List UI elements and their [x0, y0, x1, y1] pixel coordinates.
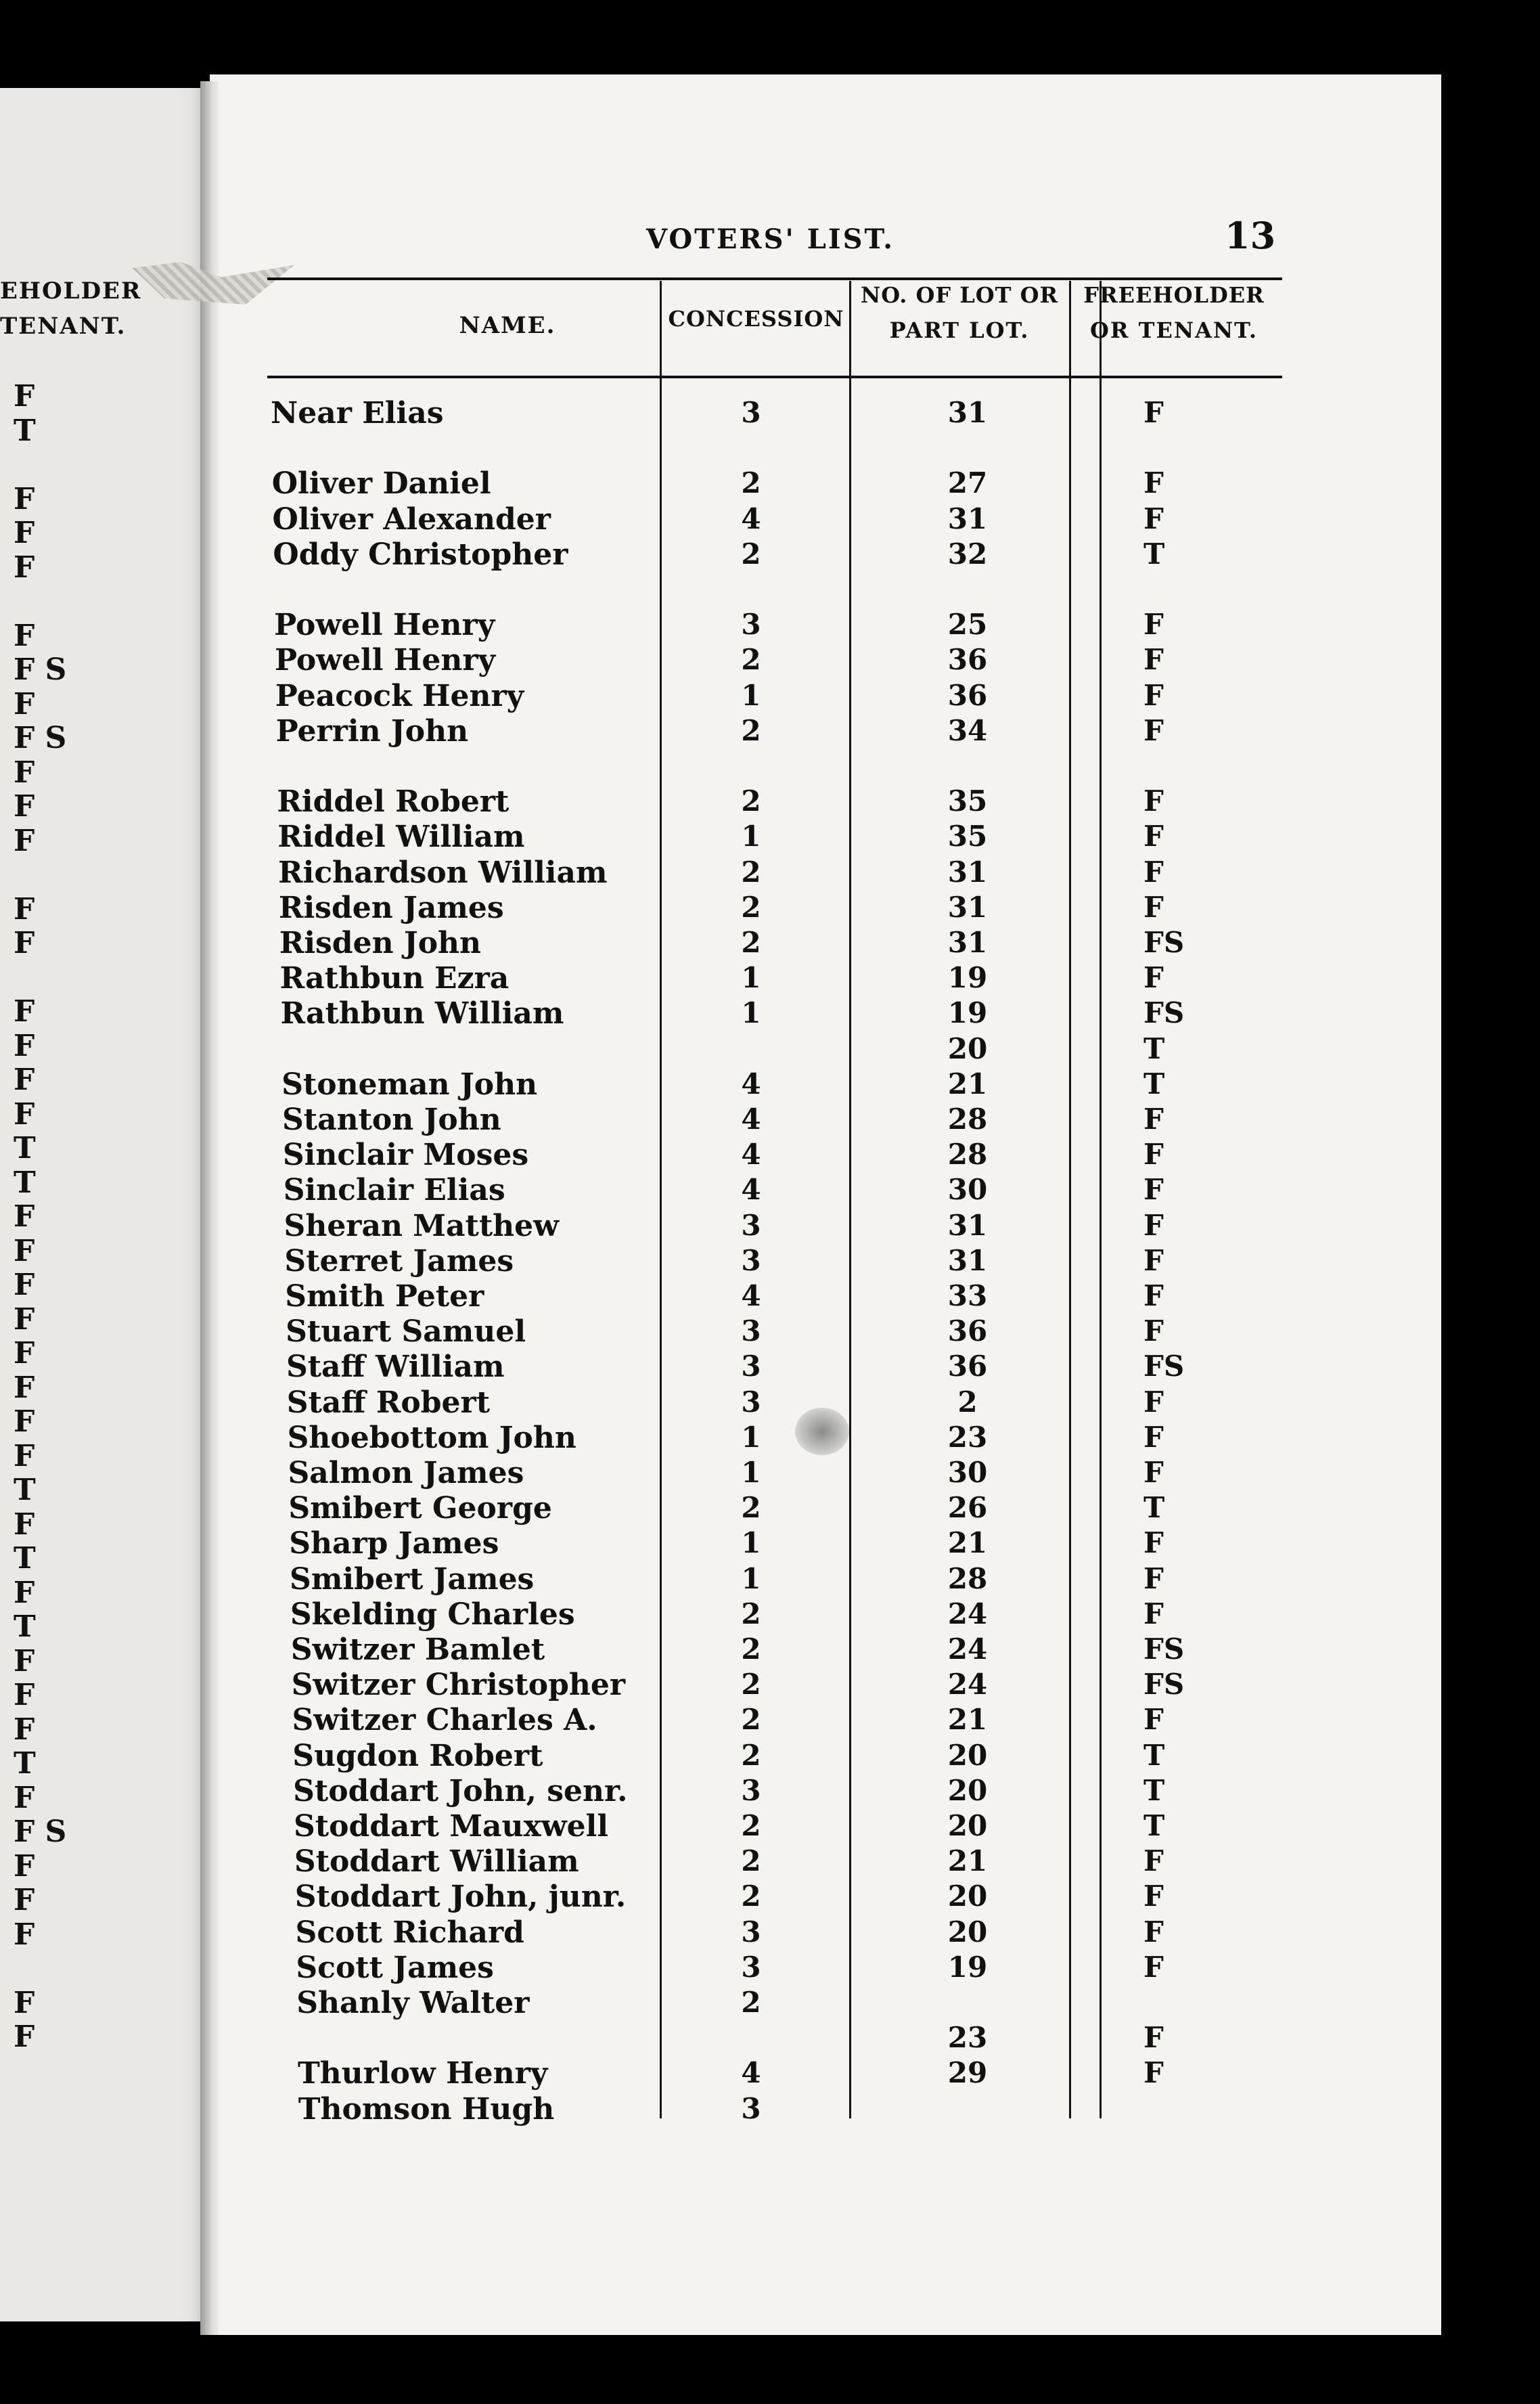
voter-row — [0, 1350, 1540, 1385]
lot-value: 28 — [947, 1561, 988, 1595]
lot-value: 33 — [947, 1279, 988, 1312]
concession-value: 3 — [741, 1350, 761, 1383]
voter-row — [0, 608, 1540, 643]
voter-row — [0, 961, 1540, 996]
left-page-ft-value: F — [14, 1780, 35, 1815]
concession-column-header: CONCESSION — [668, 306, 844, 332]
lot-value: 24 — [947, 1597, 988, 1630]
concession-value: 1 — [741, 1420, 761, 1454]
left-page-ft-value: F — [14, 891, 35, 927]
freeholder-tenant-value: F — [1143, 890, 1164, 924]
concession-value: 4 — [741, 1173, 761, 1207]
voter-name: Powell Henry — [274, 643, 496, 678]
concession-value: 2 — [741, 784, 761, 818]
concession-value: 1 — [741, 678, 761, 712]
voter-name: Staff William — [286, 1350, 505, 1385]
lot-value: 25 — [947, 608, 988, 642]
voter-name: Powell Henry — [274, 608, 495, 643]
freeholder-tenant-value: F — [1143, 1456, 1164, 1489]
left-page-header-line2: TENANT. — [0, 313, 127, 340]
freeholder-tenant-value: T — [1143, 1773, 1165, 1807]
freeholder-tenant-value: F — [1143, 1844, 1164, 1878]
concession-value: 3 — [741, 1243, 761, 1277]
freeholder-tenant-value: F — [1143, 1879, 1164, 1913]
voter-name: Peacock Henry — [275, 678, 524, 713]
left-page-ft-value: F — [14, 481, 35, 516]
concession-value: 1 — [741, 1561, 761, 1595]
voter-name: Smibert George — [288, 1491, 552, 1526]
voter-row — [0, 820, 1540, 855]
concession-value: 3 — [741, 2091, 761, 2125]
voter-name: Richardson William — [278, 855, 608, 890]
voter-row — [0, 1879, 1540, 1915]
voter-row — [0, 1067, 1540, 1103]
voter-row — [0, 1526, 1540, 1561]
voter-row — [0, 1703, 1540, 1738]
voter-name: Smith Peter — [285, 1279, 484, 1314]
left-page-ft-value: F — [14, 1268, 35, 1302]
left-page-ft-value: F — [14, 789, 35, 824]
freeholder-tenant-value: F — [1143, 855, 1164, 889]
concession-value: 3 — [741, 1773, 761, 1807]
lot-value: 2 — [957, 1385, 978, 1419]
lot-value: 36 — [947, 678, 988, 712]
voter-name: Rathbun William — [280, 996, 564, 1031]
voter-name: Stoddart John, junr. — [294, 1879, 627, 1915]
concession-value: 3 — [741, 1915, 761, 1949]
voter-row — [0, 1421, 1540, 1456]
voter-name: Stuart Samuel — [286, 1314, 526, 1350]
concession-value: 2 — [741, 855, 761, 889]
left-page-ft-value: T — [14, 1541, 36, 1576]
voter-name: Rathbun Ezra — [279, 961, 509, 996]
concession-value: 2 — [741, 466, 761, 500]
left-page-ft-value: F — [14, 1917, 35, 1952]
freeholder-tenant-value: T — [1143, 1809, 1165, 1842]
lot-value: 24 — [947, 1668, 988, 1701]
voter-name: Scott Richard — [295, 1915, 524, 1950]
lot-value: 34 — [947, 713, 988, 747]
lot-value: 21 — [947, 1844, 988, 1878]
left-page-ft-value: T — [14, 1165, 36, 1200]
voter-row — [0, 2056, 1540, 2091]
voter-name: Riddel William — [277, 820, 525, 855]
left-page-ft-value: F — [14, 1199, 35, 1234]
lot-value: 19 — [947, 1950, 988, 1984]
voter-name: Oddy Christopher — [273, 537, 568, 572]
lot-value: 20 — [947, 1773, 988, 1807]
lot-column-header-line1: NO. OF LOT OR — [860, 282, 1059, 308]
lot-value: 19 — [947, 996, 988, 1030]
left-page-ft-value: T — [14, 1131, 36, 1165]
freeholder-tenant-value: F — [1143, 608, 1164, 642]
concession-value: 2 — [741, 1703, 761, 1737]
voter-row — [0, 466, 1540, 502]
voter-name: Riddel Robert — [277, 784, 509, 820]
left-page-ft-value: F — [14, 686, 35, 721]
voter-row — [0, 1138, 1540, 1173]
voter-row — [0, 431, 1540, 466]
left-page-ft-value: F — [14, 1063, 35, 1097]
voter-name: Sinclair Elias — [283, 1173, 505, 1208]
voter-row — [0, 573, 1540, 608]
voter-name: Staff Robert — [286, 1385, 491, 1420]
concession-value: 3 — [741, 1950, 761, 1984]
freeholder-tenant-value: F — [1143, 502, 1164, 535]
freeholder-tenant-value: F — [1143, 713, 1164, 747]
left-page-ft-value: F S — [14, 652, 67, 687]
lot-value: 28 — [947, 1103, 988, 1136]
voter-name: Skelding Charles — [290, 1597, 575, 1632]
freeholder-tenant-value: F — [1143, 1597, 1164, 1630]
left-page-ft-value: F — [14, 516, 35, 550]
lot-value: 35 — [947, 784, 988, 818]
left-page-ft-value: F — [14, 926, 35, 960]
voter-row — [0, 784, 1540, 820]
voter-row — [0, 749, 1540, 784]
voter-name: Sheran Matthew — [284, 1208, 560, 1243]
left-page-ft-value: F — [14, 550, 35, 585]
voter-name: Shoebottom John — [287, 1420, 576, 1455]
left-page-ft-value: F — [14, 1678, 35, 1712]
voter-row — [0, 891, 1540, 926]
concession-value: 2 — [741, 1597, 761, 1630]
voter-name: Near Elias — [271, 396, 444, 430]
freeholder-tenant-value: T — [1143, 1738, 1165, 1772]
voter-name: Switzer Christopher — [291, 1668, 626, 1703]
freeholder-tenant-value: F — [1143, 396, 1164, 429]
voter-row — [0, 926, 1540, 961]
voter-name: Smibert James — [290, 1561, 535, 1597]
freeholder-tenant-value: F — [1143, 1703, 1164, 1737]
concession-value: 2 — [741, 1844, 761, 1878]
freeholder-tenant-value: F — [1143, 784, 1164, 818]
voter-row — [0, 2021, 1540, 2056]
concession-value: 2 — [741, 1986, 761, 2019]
freeholder-tenant-value: F — [1143, 1138, 1164, 1172]
voter-name: Oliver Daniel — [271, 466, 491, 502]
voter-name: Shanly Walter — [296, 1986, 530, 2020]
ft-column-header-line1: FREEHOLDER — [1083, 282, 1265, 308]
concession-value: 2 — [741, 537, 761, 571]
freeholder-tenant-value: F — [1143, 1103, 1164, 1136]
voter-row — [0, 855, 1540, 891]
freeholder-tenant-value: F — [1143, 1173, 1164, 1207]
freeholder-tenant-value: F — [1143, 1950, 1164, 1984]
left-page-ft-value: F — [14, 1336, 35, 1371]
lot-value: 20 — [947, 1809, 988, 1842]
concession-value: 4 — [741, 502, 761, 535]
voter-row — [0, 1739, 1540, 1774]
concession-value: 2 — [741, 1668, 761, 1701]
voter-name: Stoddart Mauxwell — [294, 1809, 609, 1844]
concession-value: 3 — [741, 1314, 761, 1348]
voter-name: Stanton John — [282, 1103, 501, 1137]
lot-value: 20 — [947, 1915, 988, 1949]
lot-value: 28 — [947, 1138, 988, 1172]
concession-value: 1 — [741, 1526, 761, 1560]
left-page-ft-value: F — [14, 1575, 35, 1610]
voter-name: Scott James — [296, 1950, 494, 1985]
voter-row — [0, 714, 1540, 749]
lot-value: 31 — [947, 890, 988, 924]
voter-row — [0, 1103, 1540, 1138]
voter-name: Perrin John — [275, 713, 469, 749]
freeholder-tenant-value: F — [1143, 1420, 1164, 1454]
left-page-ft-value: F — [14, 1712, 35, 1747]
page-number: 13 — [1225, 214, 1276, 257]
left-page-ft-value: F — [14, 1404, 35, 1439]
voter-name: Oliver Alexander — [272, 502, 551, 537]
voter-name: Stoddart William — [294, 1844, 579, 1879]
left-page-ft-value: T — [14, 1609, 36, 1644]
voter-row — [0, 1314, 1540, 1350]
voter-row — [0, 1915, 1540, 1951]
freeholder-tenant-value: F — [1143, 643, 1164, 677]
lot-value: 29 — [947, 2056, 988, 2090]
voter-row — [0, 1774, 1540, 1809]
freeholder-tenant-value: F — [1143, 2056, 1164, 2090]
voter-name: Switzer Bamlet — [290, 1632, 545, 1667]
concession-value: 4 — [741, 1279, 761, 1312]
concession-value: 2 — [741, 713, 761, 747]
voter-row — [0, 1456, 1540, 1491]
concession-value: 4 — [741, 1103, 761, 1136]
header-bottom-rule — [267, 376, 1282, 378]
lot-value: 31 — [947, 1243, 988, 1277]
voter-row — [0, 1385, 1540, 1421]
concession-value: 2 — [741, 1491, 761, 1525]
lot-value: 31 — [947, 926, 988, 959]
voter-name: Stoneman John — [281, 1067, 538, 1102]
voter-name: Switzer Charles A. — [292, 1703, 597, 1738]
concession-value: 3 — [741, 608, 761, 642]
lot-value: 30 — [947, 1173, 988, 1207]
freeholder-tenant-value: T — [1143, 1067, 1165, 1100]
left-page-ft-value: F — [14, 1096, 35, 1132]
left-page-ft-value: F — [14, 1848, 35, 1884]
voter-row — [0, 996, 1540, 1031]
voter-name: Sharp James — [289, 1526, 499, 1561]
voter-row — [0, 1562, 1540, 1597]
freeholder-tenant-value: FS — [1143, 996, 1185, 1030]
concession-value: 1 — [741, 996, 761, 1030]
freeholder-tenant-value: T — [1143, 537, 1165, 571]
freeholder-tenant-value: F — [1143, 961, 1164, 995]
concession-value: 4 — [741, 1138, 761, 1172]
lot-value: 26 — [947, 1491, 988, 1525]
voter-row — [0, 1668, 1540, 1703]
concession-value: 2 — [741, 1809, 761, 1842]
concession-value: 4 — [741, 1067, 761, 1100]
voter-row — [0, 1951, 1540, 1986]
freeholder-tenant-value: F — [1143, 1279, 1164, 1312]
voter-name: Sterret James — [284, 1243, 514, 1278]
freeholder-tenant-value: F — [1143, 466, 1164, 500]
voter-row — [0, 643, 1540, 678]
concession-value: 2 — [741, 1632, 761, 1666]
lot-value: 20 — [947, 1031, 988, 1065]
lot-value: 35 — [947, 820, 988, 853]
left-page-ft-value: F — [14, 1883, 35, 1917]
left-page-ft-value: T — [14, 1473, 36, 1507]
voter-row — [0, 1809, 1540, 1844]
lot-column-header-line2: PART LOT. — [889, 317, 1030, 343]
lot-value: 21 — [947, 1526, 988, 1560]
voter-row — [0, 1491, 1540, 1526]
concession-value: 1 — [741, 1456, 761, 1489]
left-page-ft-value: F S — [14, 1815, 67, 1849]
left-page-ft-value: T — [14, 1746, 36, 1781]
voter-row — [0, 1597, 1540, 1632]
voter-row — [0, 1209, 1540, 1244]
left-page-ft-value: F — [14, 1233, 35, 1268]
concession-value: 2 — [741, 926, 761, 959]
voter-name: Sinclair Moses — [282, 1138, 529, 1173]
left-page-ft-value: F — [14, 1438, 35, 1473]
lot-value: 23 — [947, 2021, 988, 2055]
lot-value: 21 — [947, 1067, 988, 1100]
left-page-ft-value: F — [14, 994, 35, 1029]
lot-value: 31 — [947, 396, 988, 429]
freeholder-tenant-value: F — [1143, 1915, 1164, 1949]
left-page-ft-value: F — [14, 1301, 35, 1337]
name-column-header: NAME. — [459, 312, 556, 339]
voter-name: Thurlow Henry — [297, 2056, 548, 2091]
voter-row — [0, 1632, 1540, 1668]
voter-row — [0, 537, 1540, 573]
freeholder-tenant-value: F — [1143, 1561, 1164, 1595]
voter-row — [0, 1279, 1540, 1314]
voter-row — [0, 1244, 1540, 1279]
ft-column-header-line2: OR TENANT. — [1090, 317, 1258, 343]
lot-value: 36 — [947, 643, 988, 677]
left-page-ft-value: F — [14, 1507, 35, 1542]
concession-value: 3 — [741, 396, 761, 429]
left-page-ft-value: F — [14, 618, 35, 653]
voter-name: Thomson Hugh — [298, 2091, 555, 2127]
voter-name: Risden John — [279, 926, 482, 960]
lot-value: 24 — [947, 1632, 988, 1666]
lot-value: 31 — [947, 855, 988, 889]
voter-row — [0, 1173, 1540, 1208]
freeholder-tenant-value: F — [1143, 1385, 1164, 1419]
voter-row — [0, 1986, 1540, 2021]
concession-value: 2 — [741, 1879, 761, 1913]
voter-name: Sugdon Robert — [292, 1738, 543, 1773]
voter-name: Risden James — [278, 890, 504, 925]
left-page-ft-value: F — [14, 1985, 35, 2020]
concession-value: 3 — [741, 1385, 761, 1419]
voter-name: Stoddart John, senr. — [293, 1773, 628, 1808]
lot-value: 21 — [947, 1703, 988, 1737]
left-page-ft-value: T — [14, 413, 36, 448]
freeholder-tenant-value: FS — [1143, 1668, 1185, 1701]
freeholder-tenant-value: FS — [1143, 1350, 1185, 1383]
freeholder-tenant-value: T — [1143, 1491, 1165, 1525]
left-page-ft-value: F — [14, 823, 35, 858]
left-page-ft-value: F — [14, 1370, 35, 1405]
left-page-ft-value: F S — [14, 721, 67, 755]
concession-value: 2 — [741, 643, 761, 677]
lot-value: 20 — [947, 1879, 988, 1913]
freeholder-tenant-value: T — [1143, 1031, 1165, 1065]
voter-row — [0, 1844, 1540, 1879]
concession-value: 2 — [741, 1738, 761, 1772]
lot-value: 31 — [947, 1208, 988, 1242]
freeholder-tenant-value: F — [1143, 1243, 1164, 1277]
concession-value: 1 — [741, 820, 761, 853]
freeholder-tenant-value: F — [1143, 820, 1164, 853]
lot-value: 20 — [947, 1738, 988, 1772]
voter-row — [0, 2092, 1540, 2127]
left-page-header-line1: EHOLDER — [0, 277, 142, 305]
freeholder-tenant-value: FS — [1143, 1632, 1185, 1666]
freeholder-tenant-value: F — [1143, 1314, 1164, 1348]
lot-value: 36 — [947, 1350, 988, 1383]
left-page-ft-value: F — [14, 1028, 35, 1063]
freeholder-tenant-value: F — [1143, 1208, 1164, 1242]
left-page-ft-value: F — [14, 1643, 35, 1678]
lot-value: 19 — [947, 961, 988, 995]
left-page-ft-value: F — [14, 2020, 35, 2054]
concession-value: 2 — [741, 890, 761, 924]
left-page-ft-value: F — [14, 379, 35, 414]
lot-value: 30 — [947, 1456, 988, 1489]
voter-row — [0, 679, 1540, 714]
lot-value: 32 — [947, 537, 988, 571]
voter-row — [0, 1032, 1540, 1067]
concession-value: 4 — [741, 2056, 761, 2090]
concession-value: 3 — [741, 1208, 761, 1242]
concession-value: 1 — [741, 961, 761, 995]
voter-row — [0, 502, 1540, 537]
left-page-ft-value: F — [14, 755, 35, 790]
lot-value: 27 — [947, 466, 988, 500]
voter-row — [0, 396, 1540, 431]
lot-value: 23 — [947, 1420, 988, 1454]
freeholder-tenant-value: F — [1143, 678, 1164, 712]
voter-name: Salmon James — [288, 1456, 524, 1490]
freeholder-tenant-value: FS — [1143, 926, 1185, 959]
lot-value: 31 — [947, 502, 988, 535]
freeholder-tenant-value: F — [1143, 1526, 1164, 1560]
freeholder-tenant-value: F — [1143, 2021, 1164, 2055]
running-head: VOTERS' LIST. — [646, 223, 894, 255]
lot-value: 36 — [947, 1314, 988, 1348]
